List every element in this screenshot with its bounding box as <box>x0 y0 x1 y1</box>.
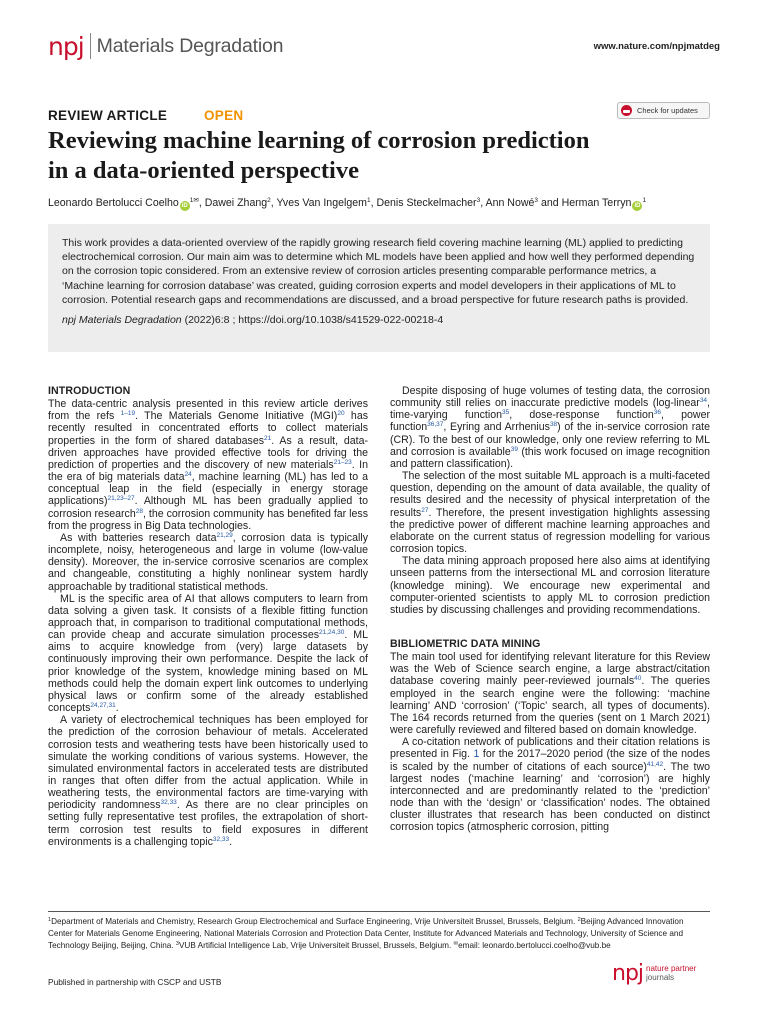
author-affiliation-superscript: 3 <box>476 197 481 204</box>
check-updates-icon <box>621 105 632 116</box>
body-paragraph: ML is the specific area of AI that allows computers to learn from data solving a given task. It consists of a flexible fitting function approach that, in comparison to traditional computational methods, can provide cheap and accurate simulation processes$^{21,24,30}$. ML aims to acquire knowledge from (very) large datasets by continuously improving their own performance. Despite the lack of prior knowledge of the system, knowledge mining based on ML methods could help the domain expert link outcomes to underlying physical laws or confirm some of the already established concepts$^{24,27,31}$. <box>48 592 368 715</box>
citation-doi[interactable]: (2022)6:8 ; https://doi.org/10.1038/s41529-022-00218-4 <box>181 314 444 327</box>
partner-line-1: nature partner <box>646 964 697 974</box>
journal-name: Materials Degradation <box>96 34 284 57</box>
body-paragraph: A variety of electrochemical techniques has been employed for the prediction of the corrosion behaviour of metals. Accelerated corrosion tests and weathering tests have been historically used to simulate the working conditions of various systems. However, the simulated environmental factors in accelerated tests are distributed in ranges that often differ from the actual application. While in weathering tests, the environmental factors are time-varying with periodicity randomness$^{32,33}$. As there are no clear principles on setting fully representative test profiles, the extrapolation of short-term corrosion test results to field exposures in different environments is a challenging topic$^{32,33}$. <box>48 714 369 848</box>
affiliations-footnote: $^1$Department of Materials and Chemistry, Research Group Electrochemical and Surface Engineering, Vrije Universiteit Brussel, Brussels, Belgium. $^2$Beijing Advanced Innovation Center for Materials Genome Engineering, National Materials Corrosion and Protection Data Center, Institute for Advanced Materials and Technology, University of Science and Technology Beijing, Beijing, China. $^3$VUB Artificial Intelligence Lab, Vrije Universiteit Brussel, Brussels, Belgium. ✉email: leonardo.bertolucci.coelho@vub.be <box>48 917 684 951</box>
section-heading-introduction: INTRODUCTION <box>48 385 131 397</box>
abstract-text: This work provides a data-oriented overview of the rapidly growing research field covering machine learning (ML) applied to predicting electrochemical corrosion. Our main aim was to determine which ML models have been applied and how well they performed depending on the corrosion topic considered. From an extensive review of corrosion articles presenting comparable performance metrics, a ‘Machine learning for corrosion database’ was created, guiding corrosion experts and model developers in their applications of ML to corrosion. Potential research gaps and recommendations are discussed, and a broad perspective for future research paths is provided. <box>62 237 695 306</box>
reference-superscript[interactable]: 39 <box>510 445 518 453</box>
partner-line-2: journals <box>646 973 675 982</box>
author-affiliation-superscript: 1 <box>366 197 371 204</box>
bibliometric-paragraphs <box>390 651 710 833</box>
body-paragraph: The data mining approach proposed here also aims at identifying unseen patterns from the intersectional ML and corrosion literature (knowledge mining). We encourage new experimental and computer-oriented scientists to apply ML to corrosion prediction studies by discussing challenges and providing recommendations. <box>390 555 710 616</box>
reference-superscript[interactable]: 21,24,30 <box>319 629 345 637</box>
reference-superscript[interactable]: 40 <box>634 675 642 683</box>
article-title <box>48 126 688 186</box>
reference-superscript[interactable]: 24 <box>184 471 192 479</box>
reference-superscript[interactable]: 35 <box>502 409 510 417</box>
abstract-box <box>48 224 710 352</box>
reference-superscript[interactable]: 21,23–27 <box>107 495 135 503</box>
author-affiliation-superscript: 2 <box>267 197 271 204</box>
nature-partner-journals-logo <box>612 963 696 985</box>
reference-superscript[interactable]: 20 <box>337 410 345 418</box>
author-affiliation-superscript: 1✉ <box>189 197 199 204</box>
title-line-1: Reviewing machine learning of corrosion prediction <box>48 127 590 154</box>
introduction-paragraphs <box>48 398 368 848</box>
body-paragraph: The selection of the most suitable ML approach is a multi-faceted question, depending on the amount of data available, the quality of results desired and the necessity of physical interpretation of the results$^{27}$. Therefore, the present investigation highlights assessing the predictive power of different machine learning approaches and elaborate on the current status of regression modelling for various corrosion topics. <box>390 470 710 556</box>
section-heading-bibliometric: BIBLIOMETRIC DATA MINING <box>390 637 541 650</box>
author-name[interactable]: Ann Nowé <box>485 197 535 209</box>
logo-divider <box>90 33 91 59</box>
footnote-divider <box>48 911 710 912</box>
reference-superscript[interactable]: 28 <box>135 507 143 515</box>
footer-partnership: Published in partnership with CSCP and USTB <box>48 977 222 987</box>
author-affiliation-superscript: 1 <box>642 197 647 204</box>
reference-superscript[interactable]: 21–23 <box>333 458 352 466</box>
author-name[interactable]: Herman Terryn <box>561 197 632 209</box>
reference-superscript[interactable]: 32,33 <box>160 799 177 807</box>
reference-superscript[interactable]: 36 <box>653 409 661 417</box>
check-for-updates-button[interactable] <box>617 102 710 119</box>
reference-superscript[interactable]: 1–19 <box>120 410 136 418</box>
npj-logo: npj <box>48 31 84 61</box>
reference-superscript[interactable]: 24,27,31 <box>90 702 116 710</box>
introduction-continued-paragraphs <box>390 385 710 616</box>
affiliation-superscript: 2 <box>577 917 581 923</box>
author-name[interactable]: Yves Van Ingelgem <box>276 197 367 209</box>
body-paragraph: A co-citation network of publications and their citation relations is presented in Fig. 1 for the 2017–2020 period (the size of the nodes is scaled by the number of citations of each source)$^{41,42}$. The two largest nodes (‘machine learning’ and ‘corrosion’) are highly interconnected and are predominantly related to the ‘prediction’ node than with the ‘design’ or ‘classification’ nodes. The obtained cluster illustrates that research has been conducted on distinct corrosion topics (atmospheric corrosion, pitting <box>390 736 711 834</box>
orcid-icon[interactable]: iD <box>634 203 641 209</box>
body-paragraph: The data-centric analysis presented in this review article derives from the refs $^{1-19}$. The Materials Genome Initiative (MGI)$^{20}$ has recently resulted in concentrated efforts to collect materials properties in the form of shared databases$^{21}$. As a result, data-driven approaches have provided effective tools for driving the prediction of properties and the discovery of new materials$^{21-23}$. In the era of big materials data$^{24}$, machine learning (ML) has led to a conceptual leap in the field (especially in energy storage applications)$^{21,23-27}$. Although ML has been gradually applied to corrosion research$^{28}$, the corrosion community has benefited far less from the progress in Big Data technologies. <box>48 398 369 532</box>
reference-superscript[interactable]: 36,37 <box>427 421 444 429</box>
affiliation-superscript: 1 <box>48 917 52 923</box>
reference-superscript[interactable]: 21,29 <box>216 531 233 539</box>
reference-superscript[interactable]: 41,42 <box>646 760 664 768</box>
section-spacer <box>390 616 710 638</box>
reference-superscript[interactable]: 34 <box>699 397 708 405</box>
check-updates-label: Check for updates <box>637 106 698 115</box>
author-name[interactable]: Denis Steckelmacher <box>376 197 477 209</box>
article-type-label: REVIEW ARTICLE <box>48 108 168 123</box>
citation-line <box>62 314 696 326</box>
footer-partner-text <box>646 965 696 982</box>
open-access-label: OPEN <box>204 108 244 123</box>
author-affiliation-superscript: 3 <box>534 197 539 204</box>
journal-url-link[interactable]: www.nature.com/npjmatdeg <box>593 41 720 52</box>
author-name[interactable]: Dawei Zhang <box>204 197 268 209</box>
reference-superscript[interactable]: 21 <box>264 434 272 442</box>
body-paragraph: As with batteries research data$^{21,29}$, corrosion data is typically incomplete, noisy, heterogeneous and large in volume (low-value density). Moreover, the in-service corrosive scenarios are complex and changeable, constituting a highly nonlinear system hardly approachable by traditional statistical methods. <box>48 531 368 593</box>
title-line-2: in a data-oriented perspective <box>48 157 359 184</box>
affiliation-superscript: 3 <box>175 941 179 948</box>
figure-reference-link[interactable]: 1 <box>473 748 480 761</box>
page-header <box>48 30 720 62</box>
reference-superscript[interactable]: 38 <box>549 421 558 429</box>
body-paragraph: Despite disposing of huge volumes of testing data, the corrosion community still relies on inaccurate predictive models (log-linear$^{34}$, time-varying function$^{35}$, dose-response function$^{36}$, power function$^{36,37}$, Eyring and Arrhenius$^{38}$) of the in-service corrosion rate (CR). To the best of our knowledge, only one review referring to ML and corrosion is available$^{39}$ (this work focused on image recognition and pattern classification). <box>390 385 710 470</box>
right-column <box>390 385 710 833</box>
reference-superscript[interactable]: 27 <box>421 506 429 514</box>
left-column <box>48 385 368 848</box>
footer-npj-logo: npj <box>612 961 644 986</box>
body-paragraph: The main tool used for identifying relevant literature for this Review was the Web of Science search engine, a large abstract/citation database covering mainly peer-reviewed journals$^{40}$. The queries employed in the search engine were the following: ‘machine learning’ AND ‘corrosion’ (‘Topic’ search, all types of documents). The 164 records returned from the queries (sent on 1 March 2021) were carefully reviewed and filtered based on domain knowledge. <box>390 651 711 737</box>
journal-logo[interactable] <box>48 30 283 62</box>
reference-superscript[interactable]: 32,33 <box>212 835 230 843</box>
orcid-icon[interactable]: iD <box>181 203 188 209</box>
citation-journal: npj Materials Degradation <box>62 314 182 327</box>
author-name[interactable]: Leonardo Bertolucci Coelho <box>48 197 179 209</box>
affiliation-superscript: ✉ <box>453 941 459 948</box>
author-list: Leonardo Bertolucci Coelho $iD^{1✉}$, Dawei Zhang$^2$, Yves Van Ingelgem$^1$, Denis Steckelmacher$^3$, Ann Nowé$^3$ and Herman Terryn $iD^1$ <box>48 197 647 209</box>
